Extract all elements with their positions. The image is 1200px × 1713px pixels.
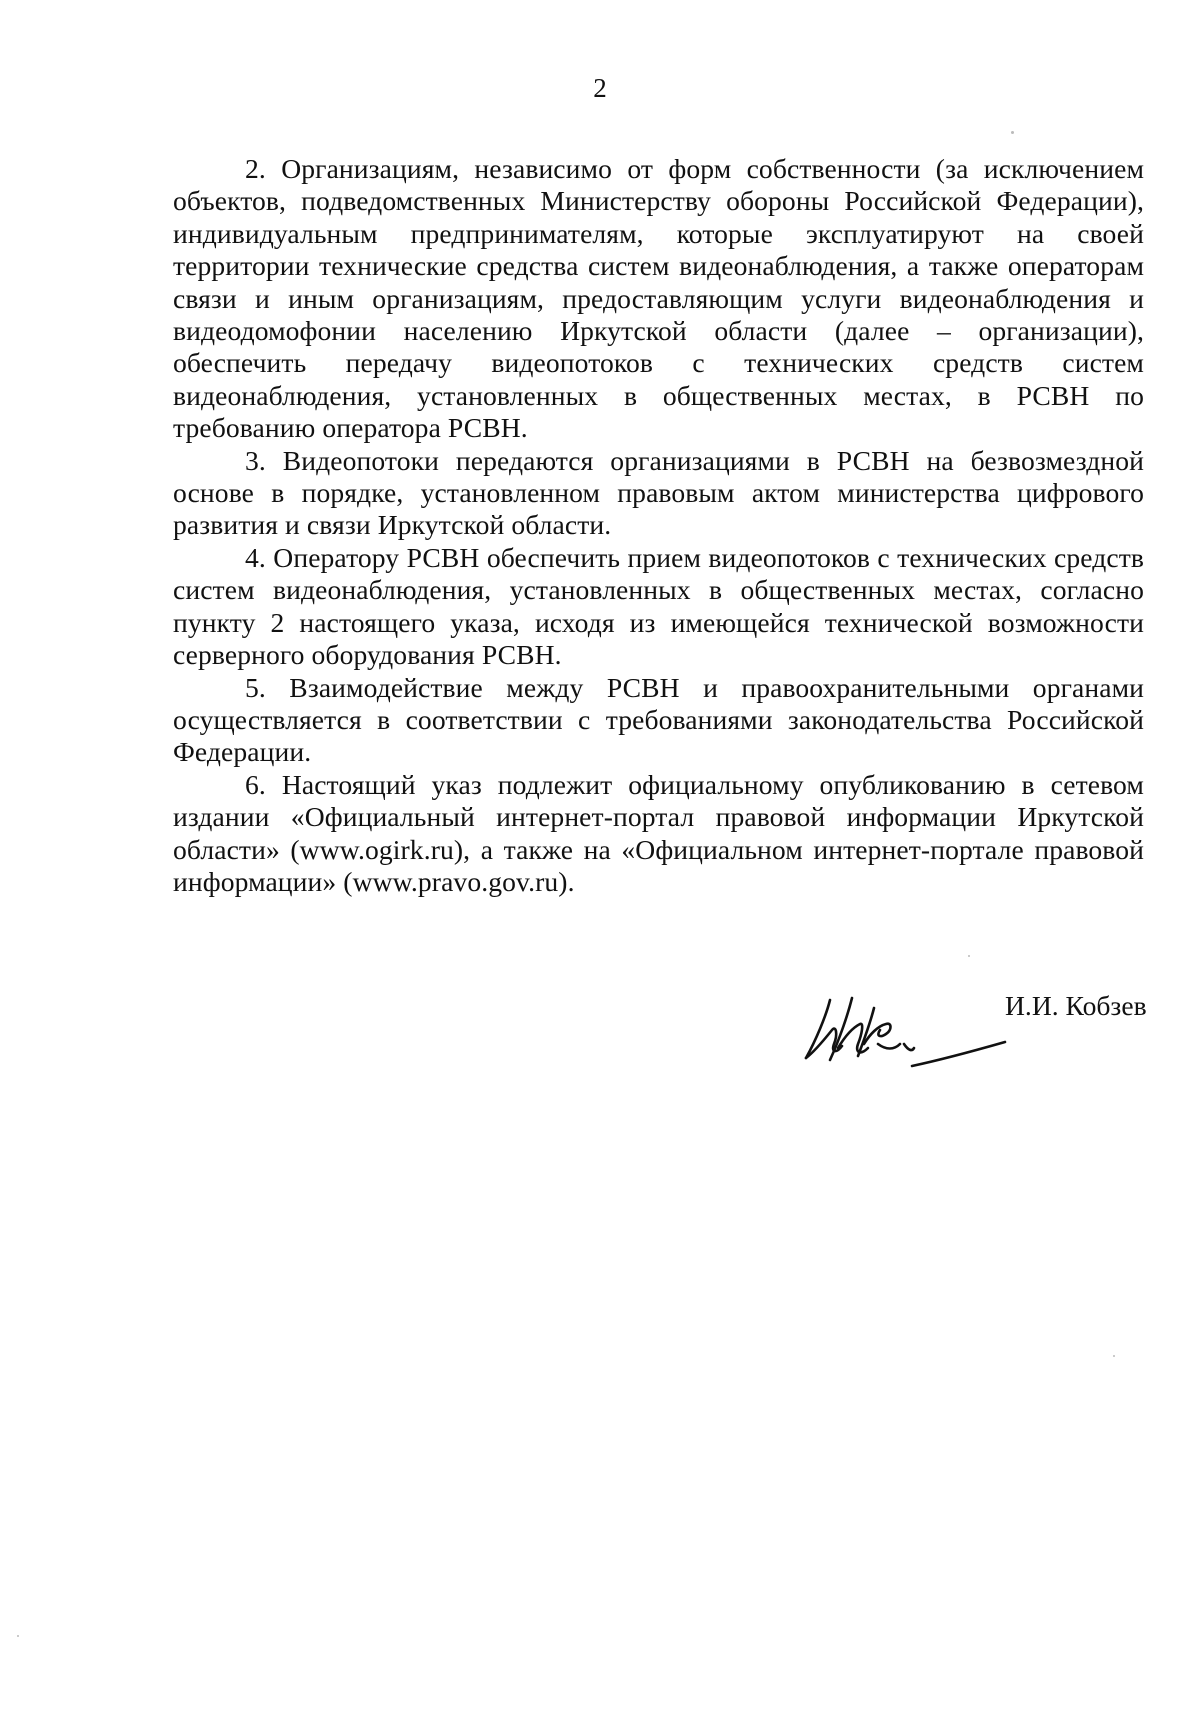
paragraph-6: 6. Настоящий указ подлежит официальному опубликованию в сетевом издании «Официальный интернет-портал правовой информации Иркутской области» (www.ogirk.ru), а также на «Официальном интернет-портале правовой информации» (www.pravo.gov.ru).: [173, 768, 1144, 897]
paragraph-5: 5. Взаимодействие между РСВН и правоохранительными органами осуществляется в соответствии с требованиями законодательства Российской Федерации.: [173, 671, 1144, 768]
document-body: [173, 153, 1144, 898]
page-number: 2: [593, 73, 607, 103]
scan-speck: [1011, 131, 1014, 134]
scan-speck: [1113, 1355, 1115, 1357]
paragraph-2: 2. Организациям, независимо от форм собственности (за исключением объектов, подведомственных Министерству обороны Российской Федерации), индивидуальным предпринимателям, которые эксплуатируют на своей территории технические средства систем видеонаблюдения, а также операторам связи и иным организациям, предоставляющим услуги видеонаблюдения и видеодомофонии населению Иркутской области (далее – организации), обеспечить передачу видеопотоков с технических средств систем видеонаблюдения, установленных в общественных местах, в РСВН по требованию оператора РСВН.: [173, 153, 1144, 444]
scan-speck: [968, 955, 970, 957]
paragraph-3: 3. Видеопотоки передаются организациями в РСВН на безвозмездной основе в порядке, установленном правовым актом министерства цифрового развития и связи Иркутской области.: [173, 444, 1144, 541]
signature-block: [800, 978, 1160, 1088]
handwritten-signature: [800, 978, 1020, 1088]
signer-name: И.И. Кобзев: [1005, 990, 1147, 1021]
paragraph-4: 4. Оператору РСВН обеспечить прием видеопотоков с технических средств систем видеонаблюдения, установленных в общественных местах, согласно пункту 2 настоящего указа, исходя из имеющейся технической возможности серверного оборудования РСВН.: [173, 541, 1144, 671]
scan-speck: [17, 1635, 19, 1637]
